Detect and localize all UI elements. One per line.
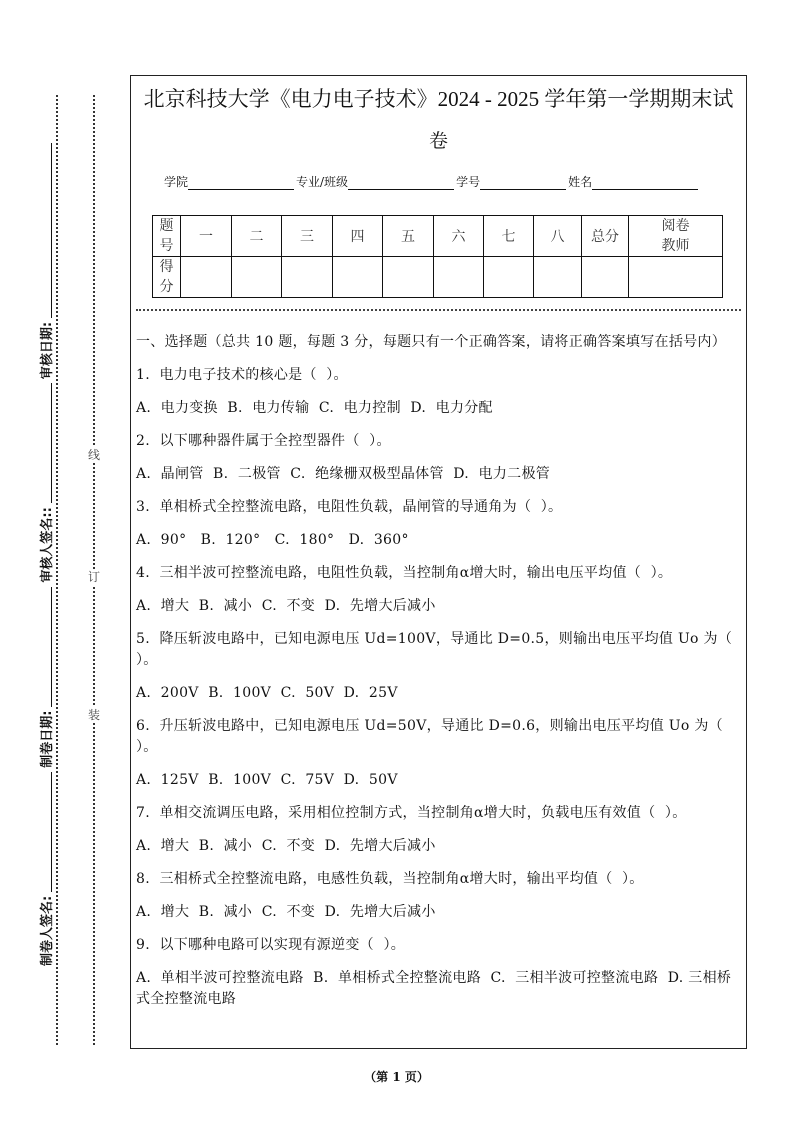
question-4-options: A. 增大 B. 减小 C. 不变 D. 先增大后减小 <box>136 598 436 614</box>
maker-signature-label: 制卷人签名: <box>39 895 55 966</box>
page-number: （第 1 页） <box>364 1070 429 1084</box>
question-number-header: 题 号 <box>153 216 181 257</box>
score-header: 得 分 <box>153 257 181 298</box>
col-6: 六 <box>434 216 484 257</box>
reviewer-cell[interactable] <box>629 257 723 298</box>
col-total: 总分 <box>582 216 629 257</box>
name-field[interactable] <box>592 177 698 190</box>
question-3: 3. 单相桥式全控整流电路，电阻性负载，晶闸管的导通角为（ ）。 <box>136 499 563 515</box>
exam-header <box>121 84 756 156</box>
col-5: 五 <box>383 216 434 257</box>
question-7-options: A. 增大 B. 减小 C. 不变 D. 先增大后减小 <box>136 838 436 854</box>
binding-char-zhuang: 装 <box>87 708 100 722</box>
maker-date-line[interactable] <box>39 587 52 707</box>
questions-section <box>136 332 740 1022</box>
question-7: 7. 单相交流调压电路，采用相位控制方式，当控制角α增大时，负载电压有效值（ ）。 <box>136 805 687 821</box>
question-2: 2. 以下哪种器件属于全控型器件（ ）。 <box>136 433 391 449</box>
college-label: 学院 <box>164 175 189 189</box>
section-heading: 一、选择题（总共 10 题，每题 3 分，每题只有一个正确答案，请将正确答案填写在括号内） <box>136 334 727 350</box>
reviewer-signature-label: 审核人签名:: <box>39 507 55 583</box>
maker-signature-line[interactable] <box>39 772 52 892</box>
question-9: 9. 以下哪种电路可以实现有源逆变（ ）。 <box>136 937 406 953</box>
name-label: 姓名 <box>568 175 593 189</box>
question-6-options: A. 125V B. 100V C. 75V D. 50V <box>136 772 398 788</box>
score-cell[interactable] <box>383 257 434 298</box>
binding-margin <box>0 95 110 1045</box>
score-table <box>152 215 723 298</box>
maker-date-label: 制卷日期: <box>39 710 55 768</box>
score-cell[interactable] <box>434 257 484 298</box>
score-table-header-row <box>153 216 723 257</box>
divider <box>136 309 741 311</box>
question-8: 8. 三相桥式全控整流电路，电感性负载，当控制角α增大时，输出平均值（ ）。 <box>136 871 644 887</box>
reviewer-header: 阅卷 教师 <box>629 216 723 257</box>
question-5: 5. 降压斩波电路中，已知电源电压 Ud=100V，导通比 D=0.5，则输出电压平均值 Uo 为（ ）。 <box>136 631 742 668</box>
reviewer-signature-line[interactable] <box>39 383 52 503</box>
major-class-field[interactable] <box>348 177 454 190</box>
exam-page <box>130 75 747 1049</box>
signature-strip <box>37 93 53 1048</box>
score-cell[interactable] <box>582 257 629 298</box>
exam-title-continued: 卷 <box>428 130 448 152</box>
question-3-options: A. 90° B. 120° C. 180° D. 360° <box>136 532 409 548</box>
col-8: 八 <box>534 216 582 257</box>
col-2: 二 <box>232 216 282 257</box>
question-4: 4. 三相半波可控整流电路，电阻性负载，当控制角α增大时，输出电压平均值（ ）。 <box>136 565 673 581</box>
score-cell[interactable] <box>181 257 232 298</box>
question-5-options: A. 200V B. 100V C. 50V D. 25V <box>136 685 398 701</box>
question-9-options: A. 单相半波可控整流电路 B. 单相桥式全控整流电路 C. 三相半波可控整流电路 D. 三相桥式全控整流电路 <box>136 970 732 1007</box>
binding-char-xian: 线 <box>87 448 100 462</box>
student-info <box>164 173 700 190</box>
exam-title: 北京科技大学《电力电子技术》2024 - 2025 学年第一学期期末试 <box>143 87 734 111</box>
question-1: 1. 电力电子技术的核心是（ ）。 <box>136 367 348 383</box>
score-cell[interactable] <box>534 257 582 298</box>
score-row <box>153 257 723 298</box>
question-1-options: A. 电力变换 B. 电力传输 C. 电力控制 D. 电力分配 <box>136 400 493 416</box>
col-7: 七 <box>484 216 534 257</box>
review-date-label: 审核日期: <box>39 321 55 380</box>
score-cell[interactable] <box>484 257 534 298</box>
student-id-field[interactable] <box>480 177 566 190</box>
col-1: 一 <box>181 216 232 257</box>
score-cell[interactable] <box>333 257 383 298</box>
review-date-line[interactable] <box>39 143 52 318</box>
score-cell[interactable] <box>232 257 282 298</box>
question-2-options: A. 晶闸管 B. 二极管 C. 绝缘栅双极型晶体管 D. 电力二极管 <box>136 466 551 482</box>
college-field[interactable] <box>188 177 294 190</box>
score-cell[interactable] <box>282 257 333 298</box>
student-id-label: 学号 <box>456 175 481 189</box>
question-6: 6. 升压斩波电路中，已知电源电压 Ud=50V，导通比 D=0.6，则输出电压平均值 Uo 为（ ）。 <box>136 718 733 755</box>
binding-char-ding: 订 <box>87 570 100 584</box>
question-8-options: A. 增大 B. 减小 C. 不变 D. 先增大后减小 <box>136 904 436 920</box>
cut-line-outer <box>56 95 58 1045</box>
col-3: 三 <box>282 216 333 257</box>
major-class-label: 专业/班级 <box>296 175 349 189</box>
col-4: 四 <box>333 216 383 257</box>
